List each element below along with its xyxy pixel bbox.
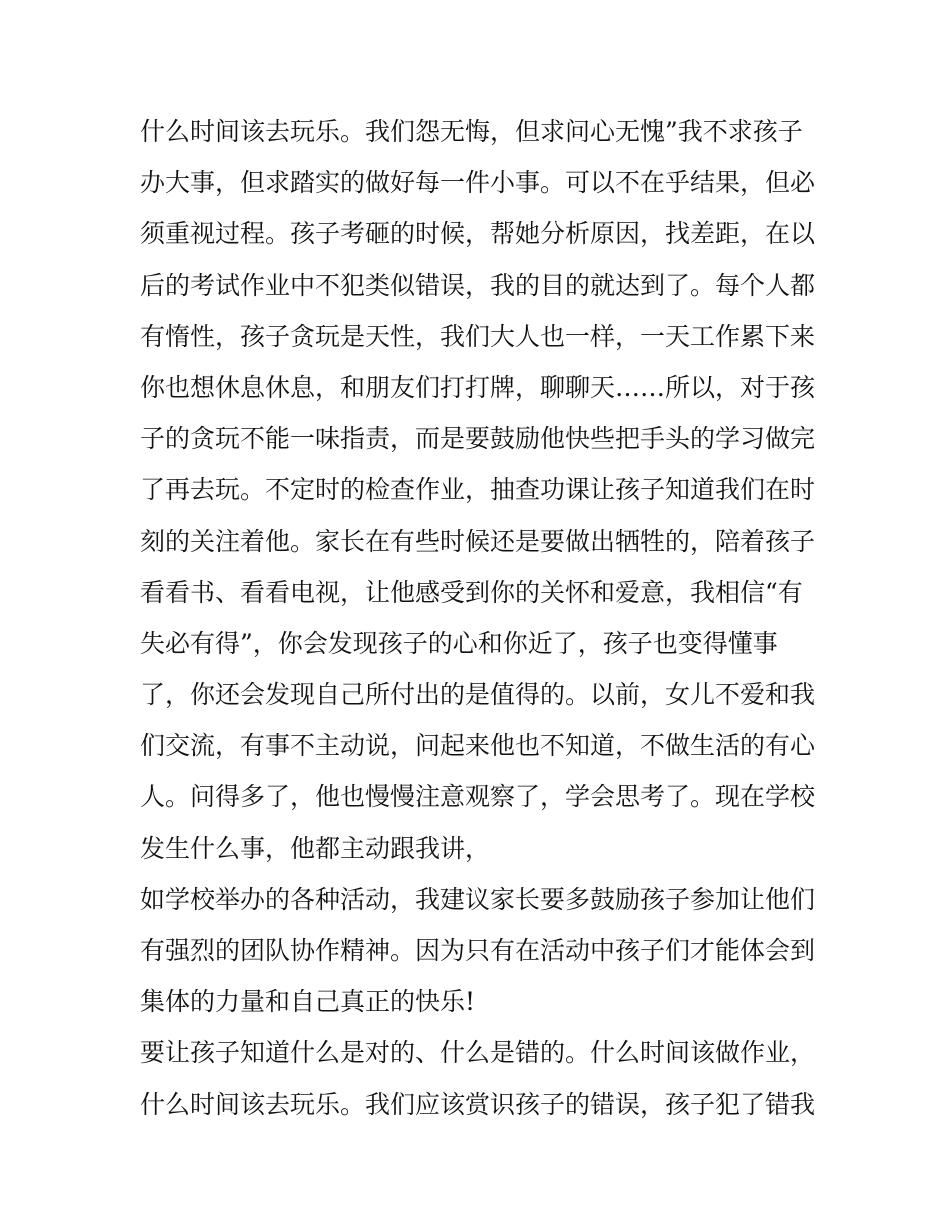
text-line: 有强烈的团队协作精神。因为只有在活动中孩子们才能体会到 <box>140 936 816 965</box>
text-line: 人。问得多了，他也慢慢注意观察了，学会思考了。现在学校 <box>140 782 816 812</box>
text-line: 了再去玩。不定时的检查作业，抽查功课让孩子知道我们在时 <box>140 475 816 505</box>
text-line: 什么时间该去玩乐。我们应该赏识孩子的错误，孩子犯了错我 <box>140 1089 816 1119</box>
text-line: 们交流，有事不主动说，问起来他也不知道，不做生活的有心 <box>140 731 816 761</box>
text-line: 如学校举办的各种活动，我建议家长要多鼓励孩子参加让他们 <box>140 884 816 914</box>
text-line: 须重视过程。孩子考砸的时候，帮她分析原因，找差距，在以 <box>140 219 816 249</box>
text-line: 要让孩子知道什么是对的、什么是错的。什么时间该做作业， <box>140 1038 816 1068</box>
text-line: 办大事，但求踏实的做好每一件小事。可以不在乎结果，但必 <box>140 168 816 198</box>
text-line: 你也想休息休息，和朋友们打打牌，聊聊天……所以，对于孩 <box>140 372 816 402</box>
body-text <box>140 106 820 1130</box>
text-line: 发生什么事，他都主动跟我讲， <box>140 833 491 863</box>
text-line: 看看书、看看电视，让他感受到你的关怀和爱意，我相信“有 <box>140 577 803 607</box>
text-line: 失必有得”，你会发现孩子的心和你近了，孩子也变得懂事 <box>140 628 778 658</box>
text-line: 了，你还会发现自己所付出的是值得的。以前，女儿不爱和我 <box>140 680 816 710</box>
text-line: 子的贪玩不能一味指责，而是要鼓励他快些把手头的学习做完 <box>140 424 816 454</box>
text-line: 什么时间该去玩乐。我们怨无悔，但求问心无愧”我不求孩子 <box>140 117 803 146</box>
text-line: 后的考试作业中不犯类似错误，我的目的就达到了。每个人都 <box>140 270 816 300</box>
text-line: 有惰性，孩子贪玩是天性，我们大人也一样，一天工作累下来 <box>140 321 816 351</box>
text-line: 刻的关注着他。家长在有些时候还是要做出牺牲的，陪着孩子 <box>140 526 816 556</box>
text-line: 集体的力量和自己真正的快乐! <box>140 987 476 1017</box>
